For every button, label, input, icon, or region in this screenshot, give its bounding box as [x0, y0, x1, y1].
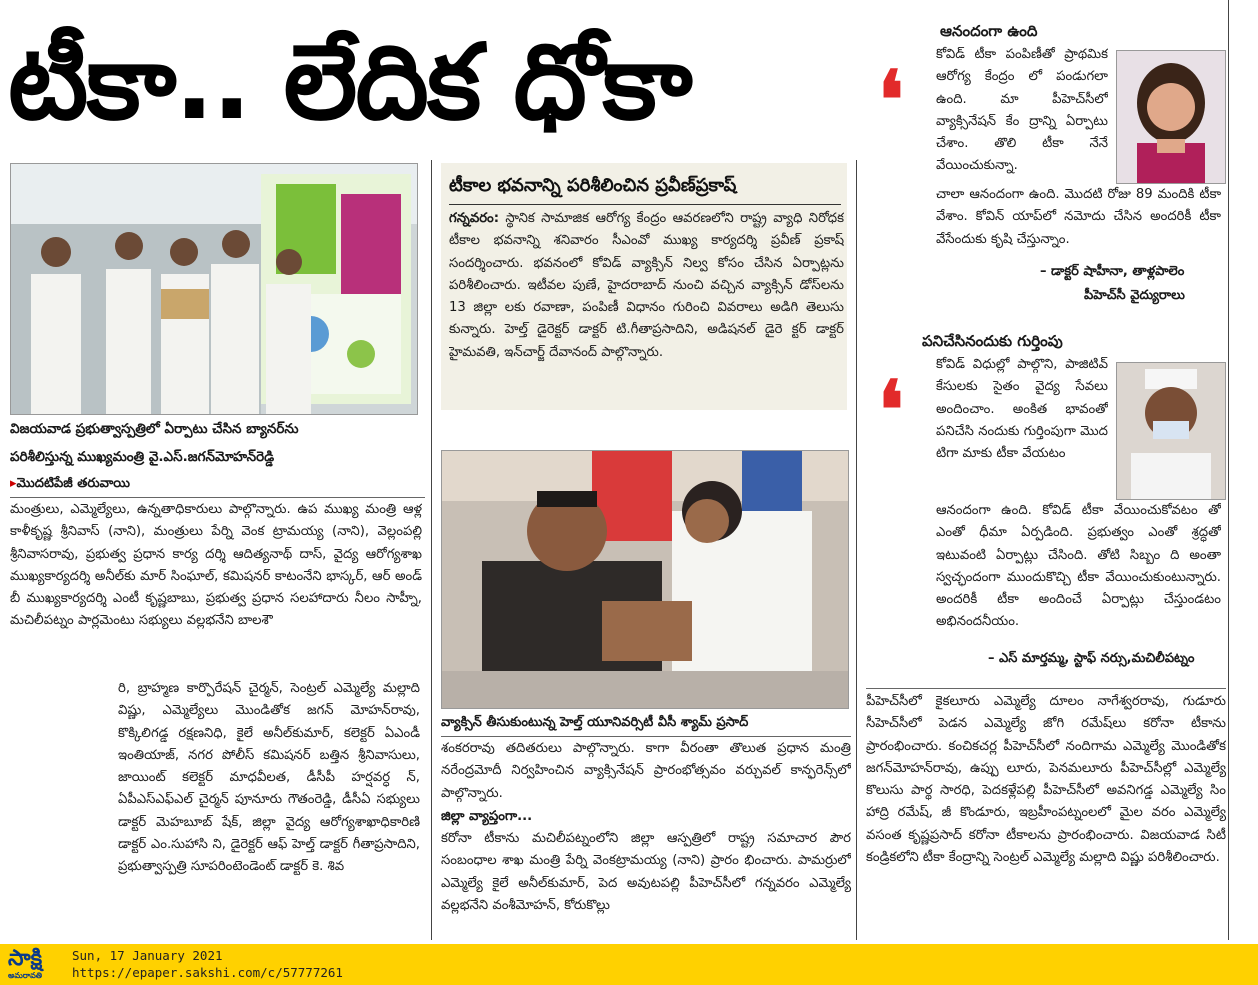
logo-text: సాక్షి — [8, 946, 43, 971]
quote1-title: ఆనందంగా ఉంది — [940, 22, 1038, 40]
footer-meta — [72, 947, 343, 981]
left-col-top: మంత్రులు, ఎమ్మెల్యేలు, ఉన్నతాధికారులు పాల్గొన్నారు. ఉప ముఖ్య మంత్రి ఆళ్ల కాళీకృష్ణ శ్రీనివాస్ (నాని), మంత్రులు పేర్ని వెంక ట్రామయ్య (నాని), వెల్లంపల్లి శ్రీనివాసరావు, ప్రభుత్వ ప్రధాన కార్య దర్శి ఆదిత్యనాథ్ దాస్, వైద్య ఆరోగ్యశాఖ ముఖ్యకార్యదర్శి అనీల్‌కు మార్ సింఘాల్, కమిషనర్ కాటంనేని భాస్కర్, ఆర్ అండ్ బీ ముఖ్యకార్యదర్శి ఎంటీ కృష్ణబాబు, ప్రభుత్వ ప్రధాన సలహాదారు నీలం సాహ్నీ, మచిలీపట్నం పార్లమెంటు సభ్యులు వల్లభనేని బాలశౌ — [10, 502, 422, 629]
footer-date: Sun, 17 January 2021 — [72, 948, 223, 963]
box-title: టీకాల భవనాన్ని పరిశీలించిన ప్రవీణ్‌ప్రకాష్ — [449, 175, 737, 196]
photo1-caption-line1: విజయవాడ ప్రభుత్వాస్పత్రిలో ఏర్పాటు చేసిన బ్యానర్‌ను — [10, 421, 299, 437]
photo-vc-vaccination — [441, 450, 849, 709]
mid-col-top: శంకరరావు తదితరులు పాల్గొన్నారు. కాగా వీరంతా తొలుత ప్రధాన మంత్రి నరేంద్రమోదీ నిర్వహించిన వ్యాక్సినేషన్ ప్రారంభోత్సవం వర్చువల్ కాన్ఫరెన్స్‌లో పాల్గొన్నారు. — [441, 741, 851, 801]
quote2-mark-icon: ❛ — [878, 363, 904, 457]
box-body — [449, 208, 844, 408]
left-col-bottom: రి, బ్రాహ్మణ కార్పొరేషన్ చైర్మన్, సెంట్రల్ ఎమ్మెల్యే మల్లాది విష్ణు, ఎమ్మెల్యేలు మొండితోక జగన్ మోహన్‌రావు, కొక్కిలిగడ్డ రక్షణనిధి, కైలే అనీల్‌కుమార్, కలెక్టర్ ఏఎండీ ఇంతియాజ్, నగర పోలీస్ కమిషనర్ బత్తిన శ్రీనివాసులు, జాయింట్ కలెక్టర్ మాధవీలత, డీసీపీ హర్షవర్ధ న్, ఏపీఎస్ఎఫ్ఎల్ చైర్మన్ పూనూరు గౌతంరెడ్డి, డీసీఏ సభ్యులు డాక్టర్ మెహబూబ్ షేక్, జిల్లా వైద్య ఆరోగ్యశాఖాధికారిణి డాక్టర్ ఎం.సుహాసి ని, డైరెక్టర్ ఆఫ్ హెల్త్ డాక్టర్ గీతాప్రసాదిని, ప్రభుత్వాస్పత్రి సూపరింటెండెంట్ డాక్టర్ కె. శివ — [118, 681, 420, 875]
quote1-mark-icon: ❛ — [878, 53, 904, 147]
quote2-text-narrow: కోవిడ్ విధుల్లో పాల్గొని, పాజిటివ్ కేసులకు సైతం వైద్య సేవలు అందించాం. అంకిత భావంతో పనిచేసి నందుకు గుర్తింపుగా మొద టిగా మాకు టీకా వేయటం — [936, 357, 1108, 462]
quote1-signature-role: పీహెచ్‌సీ వైద్యురాలు — [1084, 288, 1185, 303]
logo-subtext: అమరావతి — [8, 971, 43, 980]
quote1-signature: – డాక్టర్ షాహీనా, తాళ్లపాలెం — [1040, 264, 1185, 279]
quote2-title: పనిచేసినందుకు గుర్తింపు — [922, 332, 1063, 350]
quote1-text-wide: చాలా ఆనందంగా ఉంది. మొదటి రోజు 89 మందికి టీకా వేశాం. కోవిన్ యాప్‌లో నమోదు చేసిన అందరికీ టీకా వేసేందుకు కృషి చేస్తున్నాం. — [936, 187, 1221, 247]
right-col-text: పీహెచ్‌సీలో కైకలూరు ఎమ్మెల్యే దూలం నాగేశ్వరరావు, గుడూరు సీహెచ్‌సీలో పెడన ఎమ్మెల్యే జోగి రమేష్‌లు కరోనా టీకాను ప్రారంభించారు. కంచికచర్ల పీహెచ్‌సీలో నందిగామ ఎమ్మెల్యే మొండితోక జగన్‌మోహన్‌రావు, ఉప్పు లూరు, పెనమలూరు పీహెచ్‌సీల్లో ఎమ్మెల్యే కొలుసు పార్థ సారధి, పెదకళ్లేపల్లి పీహెచ్‌సీలో అవనిగడ్డ ఎమ్మెల్యే సిం హాద్రి రమేష్, జీ కొండూరు, ఇబ్రహీంపట్నంలలో మైల వరం ఎమ్మెల్యే వసంత కృష్ణప్రసాద్ కరోనా టీకాలను ప్రారంభించారు. విజయవాడ సిటీ కండ్రికలోని టీకా కేంద్రాన్ని సెంట్రల్ ఎమ్మెల్యే మల్లాది విష్ణు పరిశీలించారు. — [866, 694, 1226, 866]
continued-label — [10, 474, 130, 494]
photo1-caption-line2: పరిశీలిస్తున్న ముఖ్యమంత్రి వై.ఎస్.జగన్‌మోహన్‌రెడ్డి — [10, 449, 275, 465]
photo2-caption: వ్యాక్సిన్ తీసుకుంటున్న హెల్త్ యూనివర్సిటీ వీసీ శ్యామ్ ప్రసాద్ — [441, 715, 749, 730]
sakshi-logo — [8, 946, 62, 982]
mid-col-bottom: కరోనా టీకాను మచిలీపట్నంలోని జిల్లా ఆస్పత్రిలో రాష్ట్ర సమాచార పౌర సంబంధాల శాఖ మంత్రి పేర్ని వెంకట్రామయ్య (నాని) ప్రారం భించారు. పామర్రులో ఎమ్మెల్యే కైలే అనీల్‌కుమార్, పెద అవుటపల్లి పీహెచ్‌సీలో గన్నవరం ఎమ్మెల్యే వల్లభనేని వంశీమోహన్, కోరుకొల్లు — [441, 831, 851, 913]
page-headline: టీకా.. లేదిక ధోకా — [8, 21, 691, 143]
photo-cm-inspection — [10, 163, 418, 415]
page-footer — [0, 944, 1258, 985]
mid-subhead: జిల్లా వ్యాప్తంగా... — [441, 809, 533, 824]
footer-url[interactable]: https://epaper.sakshi.com/c/57777261 — [72, 965, 343, 980]
triangle-icon: ▸ — [10, 476, 17, 491]
quote2-signature: – ఎస్ మార్తమ్మ, స్టాఫ్ నర్సు,మచిలీపట్నం — [988, 651, 1195, 666]
box-body-text: స్థానిక సామాజిక ఆరోగ్య కేంద్రం ఆవరణలోని రాష్ట్ర వ్యాధి నిరోధక టీకాల భవనాన్ని శనివారం సీఎంవో ముఖ్య కార్యదర్శి ప్రవీణ్ ప్రకాష్ సందర్శించారు. భవనంలో కోవిడ్ వ్యాక్సిన్ నిల్వ కోసం చేసిన ఏర్పాట్లను పరిశీలించారు. ఇటీవల పుణే, హైదరాబాద్ నుంచి వచ్చిన వ్యాక్సిన్ డోస్‌లను 13 జిల్లా లకు రవాణా, పంపిణీ విధానం గురించి వివరాలు అడిగి తెలుసు కున్నారు. హెల్త్ డైరెక్టర్ డాక్టర్ టి.గీతాప్రసాదిని, అడిషనల్ డైరె క్టర్ డాక్టర్ హైమవతి, ఇన్‌చార్జ్ దేవానంద్ పాల్గొన్నారు. — [449, 211, 844, 360]
quote2-text-wide: ఆనందంగా ఉంది. కోవిడ్ టీకా వేయించుకోవటం తో ఎంతో ధీమా ఏర్పడింది. ప్రభుత్వం ఎంతో శ్రద్ధతో ఇటువంటి ఏర్పాట్లు చేసింది. తోటి సిబ్బం ది అంతా స్వచ్ఛందంగా ముందుకొచ్చి టీకా వేయించుకుంటున్నారు. అందరికీ టీకా అందించే ఏర్పాట్లు చేస్తుండటం అభినందనీయం. — [936, 503, 1221, 630]
box-lead: గన్నవరం: — [449, 211, 500, 226]
quote1-portrait — [1116, 50, 1226, 184]
continued-text: మొదటిపేజీ తరువాయి — [16, 476, 130, 491]
quote2-portrait — [1116, 362, 1226, 500]
quote1-text-narrow: కోవిడ్ టీకా పంపిణీతో ప్రాథమిక ఆరోగ్య కేంద్రం లో పండుగలా ఉంది. మా పీహెచ్‌సీలో వ్యాక్సినేషన్ కేం ద్రాన్ని ఏర్పాటు చేశాం. తొలి టీకా నేనే వేయించుకున్నా. — [936, 47, 1108, 174]
